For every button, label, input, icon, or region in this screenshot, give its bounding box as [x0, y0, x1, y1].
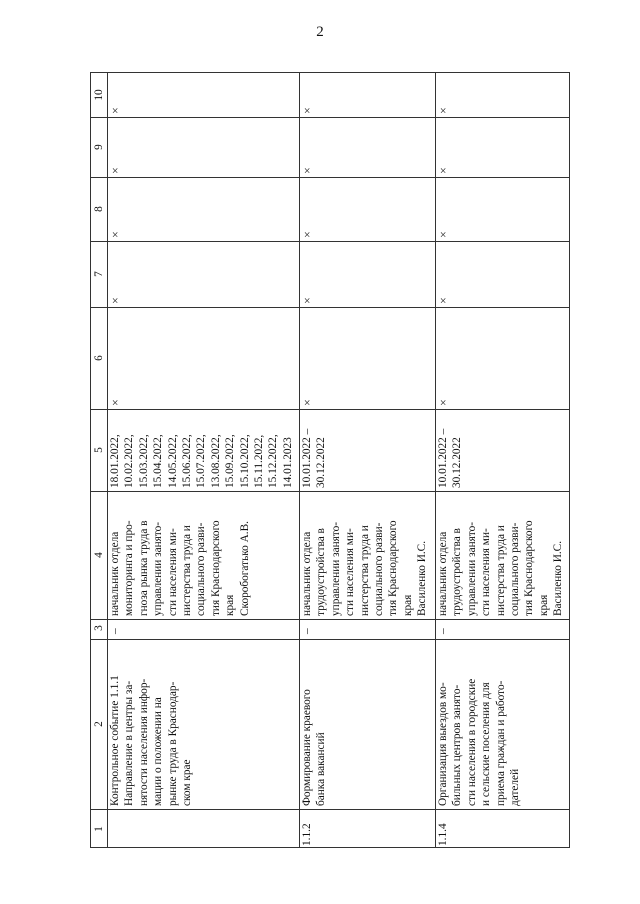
- row-3-col-2-line: дателей: [509, 768, 522, 806]
- row-2-col-5-line: 10.01.2022 –: [301, 428, 313, 488]
- row-3-col-10-text: ×: [436, 107, 450, 114]
- row-3-col-6-text: ×: [436, 399, 450, 406]
- row-1-col-4-line: гноза рынка труда в: [137, 520, 150, 616]
- row-2-col-6-text: ×: [300, 399, 314, 406]
- row-2-col-4-line: Василенко И.С.: [416, 540, 429, 616]
- row-1-col-2-line: рынке труда в Краснодар-: [166, 681, 179, 806]
- row-1-col-4-line: социального разви-: [195, 522, 208, 616]
- row-3-col-2-line: приема граждан и работо-: [494, 680, 507, 806]
- row-1-col-2-line: Контрольное событие 1.1.1: [109, 675, 121, 806]
- row-1-col-5-line: 15.11.2022,: [253, 434, 266, 488]
- row-1-col-5-line: 15.06.2022,: [181, 434, 194, 488]
- row-3-col-4-line: нистерства труда и: [494, 525, 507, 616]
- row-1-col-5-line: 10.02.2022,: [123, 434, 136, 488]
- header-cell-4: [91, 491, 107, 619]
- row-3-col-3: [435, 619, 569, 639]
- row-2-col-4-line: сти населения ми-: [344, 528, 357, 616]
- row-3-col-2-line: Организация выездов мо-: [437, 682, 449, 806]
- row-2-col-4-line: края: [401, 594, 414, 616]
- row-2-col-1: [299, 809, 435, 848]
- row-1-col-7-text: ×: [108, 297, 122, 304]
- row-1-col-2: [107, 639, 299, 809]
- header-cell-8-text: 8: [93, 206, 105, 212]
- row-2-col-5: [299, 409, 435, 491]
- row-2-col-6: [299, 307, 435, 409]
- row-3-col-2: [435, 639, 569, 809]
- row-1-col-4-line: нистерства труда и: [181, 525, 194, 616]
- rotated-table: [90, 72, 570, 848]
- row-3-col-7: [435, 241, 569, 307]
- row-2-col-4-line: социального разви-: [373, 522, 386, 616]
- header-cell-9-text: 9: [93, 144, 105, 150]
- row-1-col-5-line: 15.03.2022,: [137, 434, 150, 488]
- row-1-col-5-line: 18.01.2022,: [109, 434, 121, 488]
- row-1-col-10-text: ×: [108, 107, 122, 114]
- header-cell-3-text: 3: [93, 625, 105, 631]
- row-1-col-9-text: ×: [108, 167, 122, 174]
- row-2-col-1-text: 1.1.2: [301, 823, 313, 846]
- row-1-col-4: [107, 491, 299, 619]
- row-2-col-4: [299, 491, 435, 619]
- row-3-col-8: [435, 177, 569, 241]
- row-2-col-3: [299, 619, 435, 639]
- row-1-col-8-text: ×: [108, 231, 122, 238]
- row-2-col-4-line: управлении занято-: [329, 521, 342, 616]
- row-3-col-2-line: сти населения в городские: [465, 678, 478, 806]
- row-2-col-8: [299, 177, 435, 241]
- row-1-col-5-line: 14.05.2022,: [166, 434, 179, 488]
- row-3-col-4-line: сти населения ми-: [480, 528, 493, 616]
- row-1-col-9: [107, 117, 299, 177]
- row-3-col-7-text: ×: [436, 297, 450, 304]
- row-3-col-2-line: бильных центров занято-: [451, 684, 464, 806]
- header-cell-6: [91, 307, 107, 409]
- row-3-col-4-line: Василенко И.С.: [552, 540, 565, 616]
- row-3-col-4-line: края: [537, 594, 550, 616]
- header-cell-5: [91, 409, 107, 491]
- row-3-col-2-line: и сельские поселения для: [480, 682, 493, 806]
- row-2-col-4-line: трудоустройства в: [315, 528, 328, 616]
- header-cell-3: [91, 619, 107, 639]
- row-3-col-1: [435, 809, 569, 848]
- row-2-col-9-text: ×: [300, 167, 314, 174]
- row-3-col-4-line: трудоустройства в: [451, 528, 464, 616]
- row-1-col-4-line: мониторинга и про-: [123, 520, 136, 616]
- row-1-col-5-line: 15.04.2022,: [152, 434, 165, 488]
- row-1-col-2-line: Направление в центры за-: [123, 680, 136, 806]
- row-1-col-2-line: нятости населения инфор-: [137, 678, 150, 806]
- row-1-col-5: [107, 409, 299, 491]
- row-1-col-7: [107, 241, 299, 307]
- row-1-col-5-line: 15.09.2022,: [224, 434, 237, 488]
- row-1-col-4-line: сти населения ми-: [166, 528, 179, 616]
- row-2-col-7-text: ×: [300, 297, 314, 304]
- header-cell-1-text: 1: [93, 826, 105, 832]
- header-cell-10-text: 10: [93, 89, 105, 101]
- row-3-col-5-line: 10.01.2022 –: [437, 428, 449, 488]
- row-1-col-5-line: 13.08.2022,: [209, 434, 222, 488]
- row-3-col-4-line: начальник отдела: [437, 531, 449, 616]
- header-cell-4-text: 4: [93, 552, 105, 558]
- row-3-col-10: [435, 73, 569, 117]
- row-1-col-3: [107, 619, 299, 639]
- row-1-col-3-text: –: [109, 628, 121, 634]
- header-cell-6-text: 6: [93, 355, 105, 361]
- row-2-col-2-line: банка вакансий: [315, 732, 328, 806]
- row-2-col-3-text: –: [301, 628, 313, 634]
- row-1-col-2-line: ском крае: [181, 759, 194, 806]
- row-2-col-5-line: 30.12.2022: [315, 437, 328, 488]
- row-1-col-4-line: тия Краснодарского: [209, 520, 222, 616]
- row-3-col-5-line: 30.12.2022: [451, 437, 464, 488]
- row-1-col-5-line: 14.01.2023: [281, 437, 294, 488]
- header-cell-7-text: 7: [93, 271, 105, 277]
- header-cell-2: [91, 639, 107, 809]
- row-1-col-4-line: края: [224, 594, 237, 616]
- header-cell-9: [91, 117, 107, 177]
- row-3-col-9-text: ×: [436, 167, 450, 174]
- row-2-col-4-line: нистерства труда и: [358, 525, 371, 616]
- row-2-col-4-line: тия Краснодарского: [387, 520, 400, 616]
- row-2-col-2-line: Формирование краевого: [301, 689, 313, 806]
- row-3-col-6: [435, 307, 569, 409]
- header-cell-8: [91, 177, 107, 241]
- row-2-col-4-line: начальник отдела: [301, 531, 313, 616]
- row-3-col-4-line: управлении занято-: [465, 521, 478, 616]
- header-cell-7: [91, 241, 107, 307]
- row-2-col-8-text: ×: [300, 231, 314, 238]
- row-2-col-9: [299, 117, 435, 177]
- row-1-col-2-line: мации о положении на: [152, 697, 165, 806]
- header-cell-2-text: 2: [93, 721, 105, 727]
- row-1-col-4-line: Скоробогатько А.В.: [238, 521, 251, 616]
- row-1-col-5-line: 15.10.2022,: [238, 434, 251, 488]
- row-1-col-6-text: ×: [108, 399, 122, 406]
- page-number: 2: [316, 24, 324, 40]
- row-1-col-10: [107, 73, 299, 117]
- header-cell-10: [91, 73, 107, 117]
- row-2-col-7: [299, 241, 435, 307]
- row-2-col-10: [299, 73, 435, 117]
- row-2-col-2: [299, 639, 435, 809]
- row-3-col-4-line: тия Краснодарского: [523, 520, 536, 616]
- header-cell-1: [91, 809, 107, 848]
- row-1-col-5-line: 15.07.2022,: [195, 434, 208, 488]
- row-1-col-8: [107, 177, 299, 241]
- row-1-col-4-line: начальник отдела: [109, 531, 121, 616]
- row-3-col-9: [435, 117, 569, 177]
- row-3-col-5: [435, 409, 569, 491]
- row-1-col-5-line: 15.12.2022,: [267, 434, 280, 488]
- row-1-col-4-line: управлении занято-: [152, 521, 165, 616]
- row-3-col-1-text: 1.1.4: [437, 823, 449, 846]
- row-3-col-8-text: ×: [436, 231, 450, 238]
- header-cell-5-text: 5: [93, 447, 105, 453]
- row-1-col-6: [107, 307, 299, 409]
- row-2-col-10-text: ×: [300, 107, 314, 114]
- row-3-col-4: [435, 491, 569, 619]
- row-3-col-3-text: –: [437, 628, 449, 634]
- row-3-col-4-line: социального разви-: [509, 522, 522, 616]
